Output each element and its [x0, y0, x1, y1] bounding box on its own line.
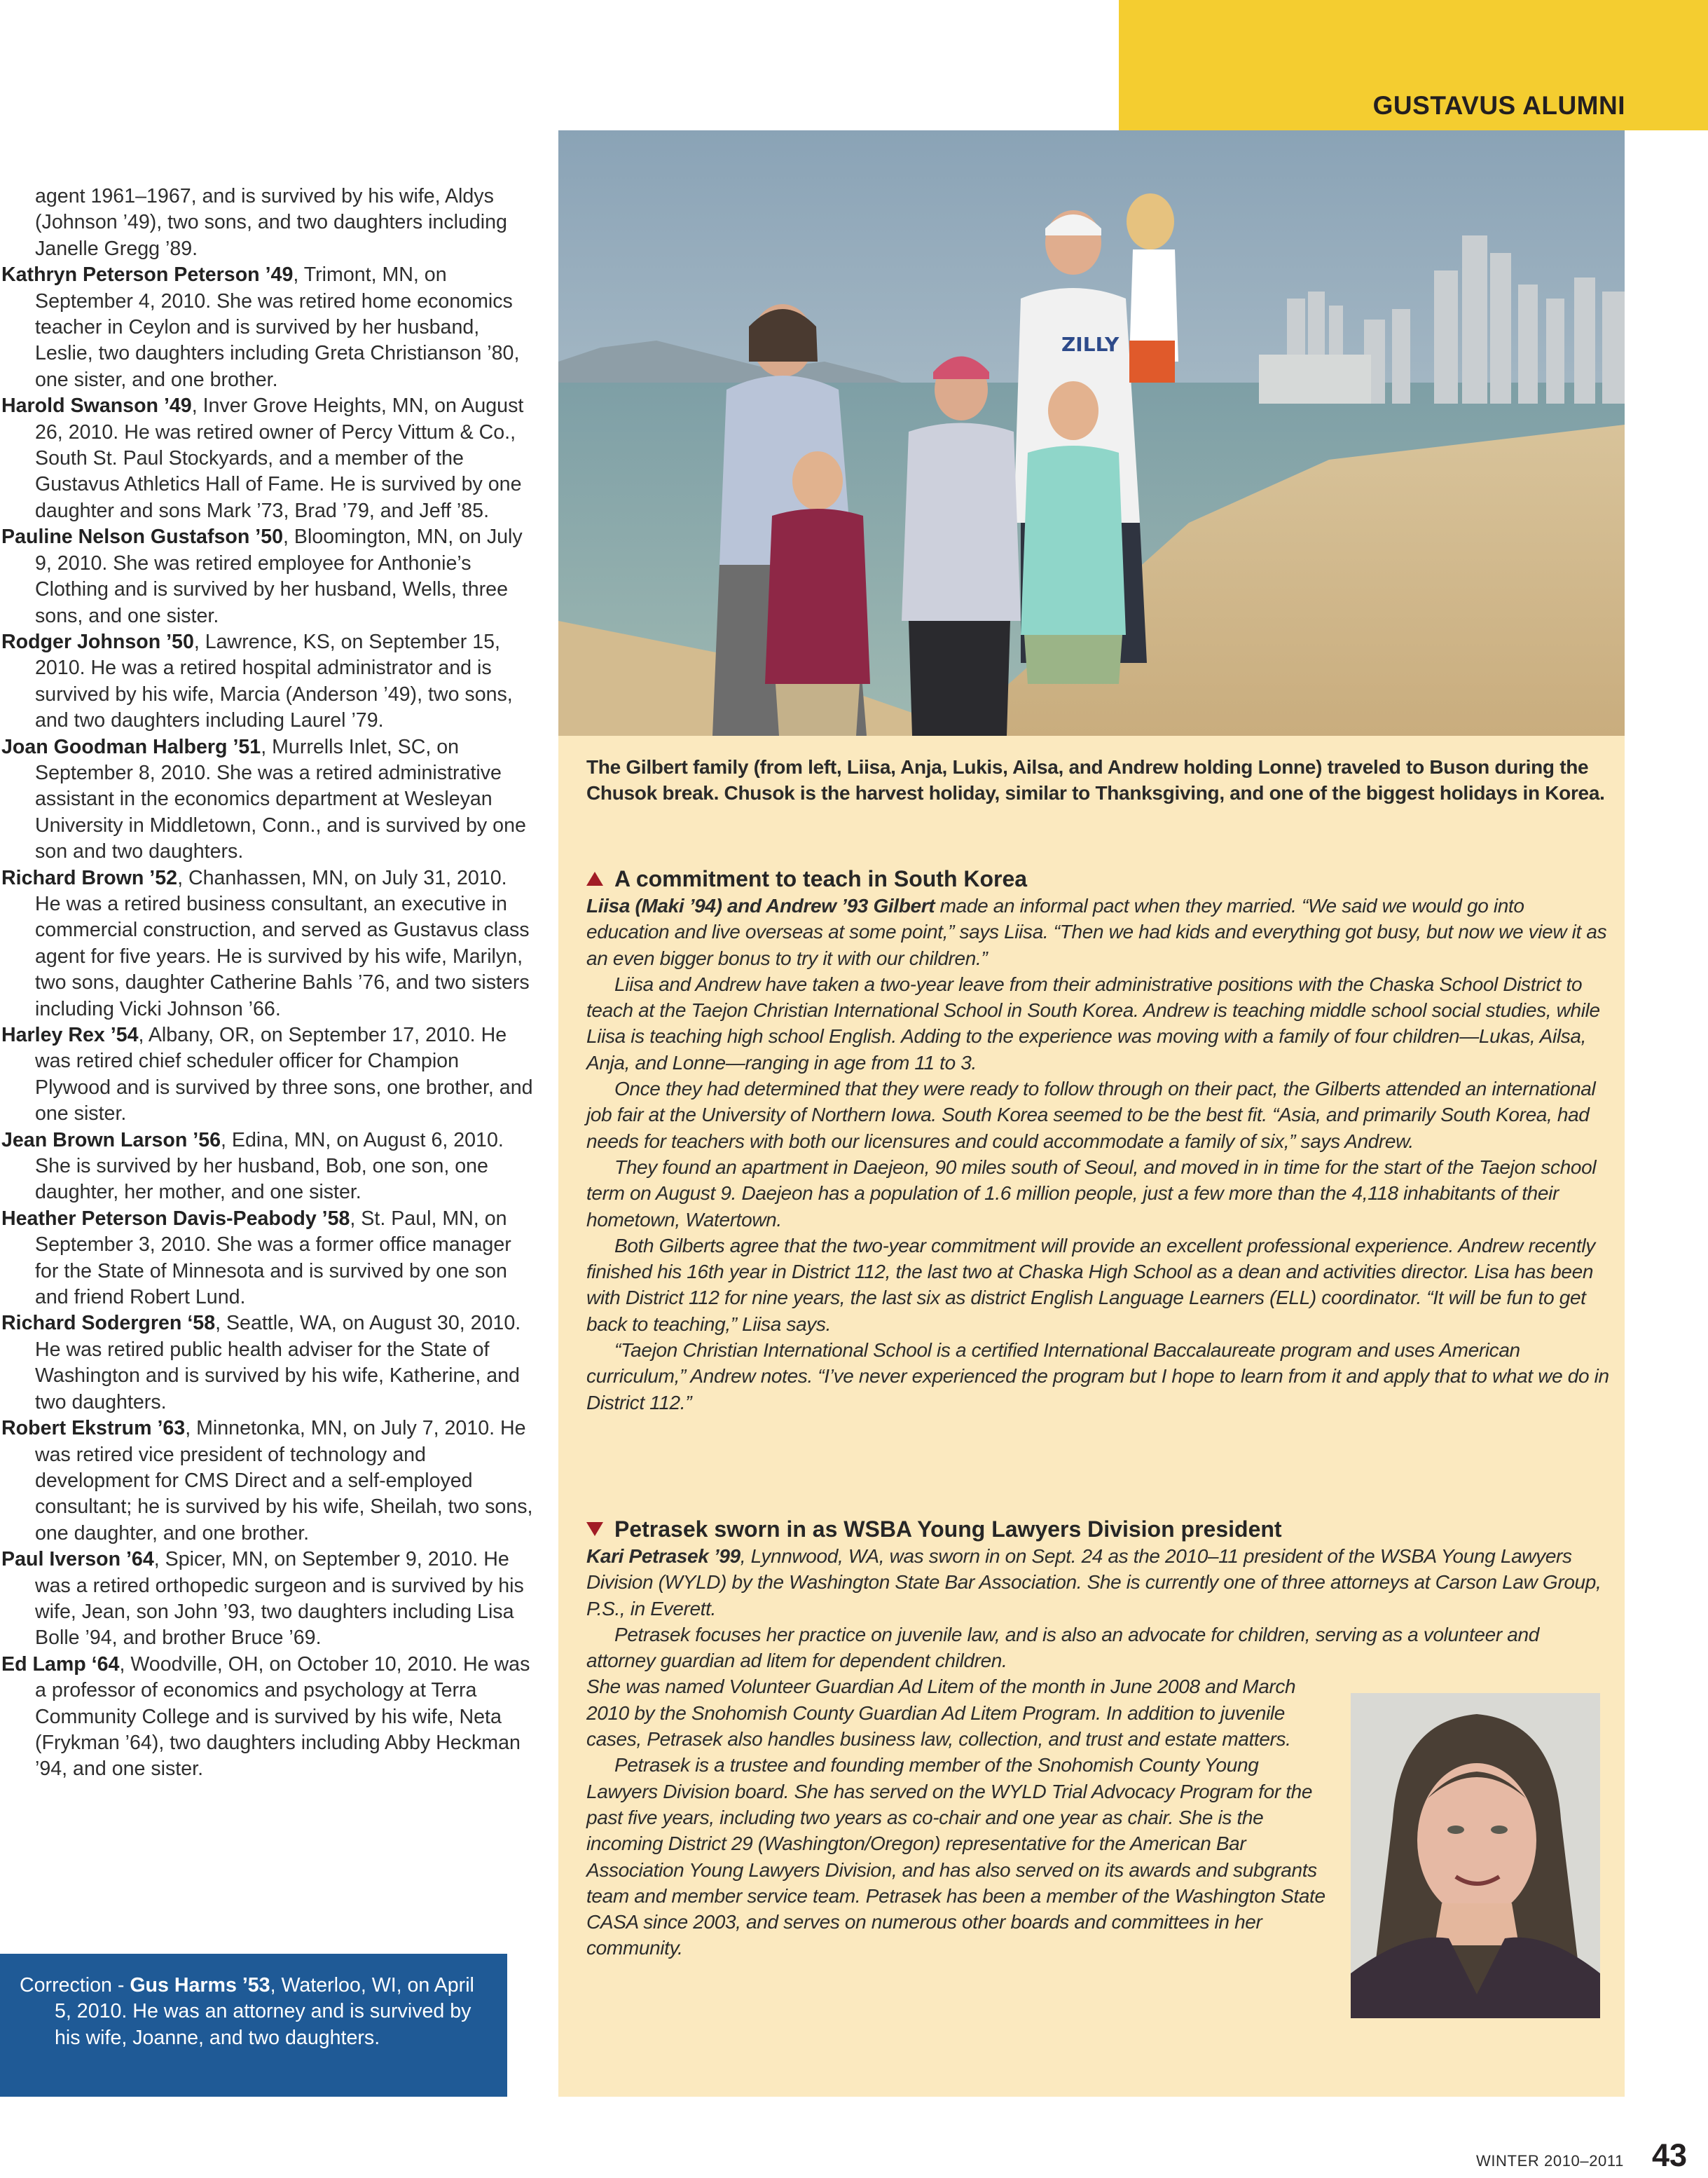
correction-entry	[20, 1973, 493, 2051]
beach-photo-illustration	[558, 130, 1625, 736]
obituary-name: Kathryn Peterson Peterson ’49	[1, 263, 294, 287]
lead-names: Kari Petrasek ’99	[586, 1545, 741, 1567]
page-number: 43	[1651, 2137, 1687, 2173]
story-headline	[586, 865, 1609, 893]
story-paragraph	[586, 1543, 1609, 1622]
obituary-name: Pauline Nelson Gustafson ’50	[1, 526, 284, 549]
obituary-entry	[1, 865, 534, 1022]
obituary-text: , Minnetonka, MN, on July 7, 2010. He was retired vice president of technology and development for CMS Direct and a self-employed consultant; he is survived by his wife, Sheilah, two sons, one daughter, and one brother.	[35, 1417, 533, 1545]
obituary-name: Heather Peterson Davis-Peabody ’58	[1, 1207, 350, 1230]
obituary-name: Joan Goodman Halberg ’51	[1, 735, 261, 758]
headline-text: A commitment to teach in South Korea	[614, 866, 1028, 891]
photo-caption: The Gilbert family (from left, Liisa, Anja, Lukis, Ailsa, and Andrew holding Lonne) traveled to Buson during the Chusok break. Chusok is the harvest holiday, similar to Thanksgiving, and one of the biggest holidays in Korea.	[586, 756, 1605, 804]
story-paragraph: Both Gilberts agree that the two-year commitment will provide an excellent professional experience. Andrew recently finished his 16th year in District 112, the last two at Chaska High School as a dean and activities director. Lisa has been with District 112 for nine years, the last six as district English Language Learners (ELL) coordinator. “It will be fun to get back to teaching,” Liisa says.	[586, 1234, 1595, 1335]
story-teach-south-korea	[586, 865, 1609, 1416]
obituary-entry	[1, 1547, 534, 1652]
obituary-text: , Seattle, WA, on August 30, 2010. He was retired public health adviser for the State of Washington and is survived by his wife, Katherine, and two daughters.	[35, 1312, 521, 1413]
obituary-entry	[1, 1022, 534, 1128]
lead-text: made an informal pact when they married. “We said we would go into education and live overseas at some point,” says Liisa. “Then we had kids and everything got busy, but now we view it as an even bigger bonus to try it with our children.”	[586, 895, 1607, 969]
obituary-name: Jean Brown Larson ’56	[1, 1128, 221, 1151]
obituary-text: , Inver Grove Heights, MN, on August 26, 2010. He was retired owner of Percy Vittum & Co., South St. Paul Stockyards, and a member of the Gustavus Athletics Hall of Fame. He is survived by one daughter and sons Mark ’73, Brad ’79, and Jeff ’85.	[35, 395, 524, 522]
obituary-text: , St. Paul, MN, on September 3, 2010. She was a former office manager for the State of Minnesota and is survived by one son and friend Robert Lund.	[35, 1207, 511, 1309]
lead-names: Liisa (Maki ’94) and Andrew ’93 Gilbert	[586, 895, 935, 917]
obituary-text: , Spicer, MN, on September 9, 2010. He was a retired orthopedic surgeon and is survived by his wife, Jean, son John ’93, two daughters including Lisa Bolle ’94, and brother Bruce ’69.	[35, 1548, 524, 1650]
obituary-name: Harley Rex ’54	[1, 1024, 139, 1046]
obituary-text: agent 1961–1967, and is survived by his wife, Aldys (Johnson ’49), two sons, and two daughters including Janelle Gregg ’89.	[35, 185, 507, 260]
story-body	[586, 893, 1609, 1416]
obituary-text: , Chanhassen, MN, on July 31, 2010. He was a retired business consultant, an executive in commercial construction, and served as Gustavus class agent for five years. He is survived by his wife, Marilyn, two sons, daughter Catherine Bahls ’76, and two sisters including Vicki Johnson ’66.	[35, 866, 530, 1020]
section-header-band	[1119, 0, 1708, 130]
obituary-column	[1, 184, 534, 1783]
obituary-entry	[1, 1206, 534, 1311]
obituary-name: Robert Ekstrum ’63	[1, 1417, 186, 1440]
story-paragraph: Petrasek focuses her practice on juvenile law, and is also an advocate for children, serving as a volunteer and attorney guardian ad litem for dependent children.	[586, 1623, 1539, 1672]
obituary-name: Richard Sodergren ‘58	[1, 1312, 216, 1335]
obituary-entry	[1, 393, 534, 524]
correction-text: , Waterloo, WI, on April 5, 2010. He was an attorney and is survived by his wife, Joanne, and two daughters.	[55, 1974, 474, 2049]
obituary-name: Richard Brown ’52	[1, 866, 178, 889]
obituary-name: Paul Iverson ’64	[1, 1548, 154, 1571]
obituary-text: , Lawrence, KS, on September 15, 2010. He was a retired hospital administrator and is survived by his wife, Marcia (Anderson ’49), two sons, and two daughters including Laurel ’79.	[35, 630, 513, 732]
story-paragraph	[586, 893, 1609, 971]
story-wrap-column	[586, 1673, 1329, 1961]
shirt-text: ZILLY	[1061, 333, 1120, 356]
obituary-entry	[1, 1128, 534, 1206]
petrasek-portrait-photo	[1351, 1693, 1600, 2018]
obituary-entry	[1, 734, 534, 865]
correction-prefix: Correction -	[20, 1974, 130, 1997]
obituary-text: , Woodville, OH, on October 10, 2010. He was a professor of economics and psychology at Terra Community College and is survived by his wife, Neta (Frykman ’64), two daughters including Abby Heckman ’94, and one sister.	[35, 1652, 530, 1781]
obituary-entry	[1, 262, 534, 393]
triangle-down-icon	[586, 1522, 603, 1536]
obituary-text: , Murrells Inlet, SC, on September 8, 2010. She was a retired administrative assistant in the economics department at Wesleyan University in Middletown, Conn., and is survived by one son and two daughters.	[35, 735, 526, 863]
family-beach-photo	[558, 130, 1625, 736]
obituary-name: Harold Swanson ’49	[1, 395, 192, 418]
issue-label: WINTER 2010–2011	[1475, 2152, 1624, 2170]
obituary-name: Rodger Johnson ’50	[1, 630, 194, 653]
obituary-text: , Trimont, MN, on September 4, 2010. She was retired home economics teacher in Ceylon and is survived by her husband, Leslie, two daughters including Greta Christianson ’80, one sister, and one brother.	[35, 263, 520, 391]
obituary-entry	[1, 1310, 534, 1416]
obituary-entry	[1, 184, 534, 262]
obituary-text: , Albany, OR, on September 17, 2010. He was retired chief scheduler officer for Champion Plywood and is survived by three sons, one brother, and one sister.	[35, 1024, 533, 1125]
obituary-text: , Edina, MN, on August 6, 2010. She is survived by her husband, Bob, one son, one daughter, her mother, and one sister.	[35, 1128, 504, 1204]
headline-text: Petrasek sworn in as WSBA Young Lawyers Division president	[614, 1516, 1282, 1542]
portrait-illustration	[1351, 1693, 1600, 2018]
section-title: GUSTAVUS ALUMNI	[1372, 91, 1625, 120]
obituary-entry	[1, 524, 534, 629]
story-paragraph: “Taejon Christian International School is a certified International Baccalaureate program and uses American curriculum,” Andrew notes. “I’ve never experienced the program but I hope to learn from it and apply that to what we do in District 112.”	[586, 1339, 1609, 1413]
obituary-name: Ed Lamp ‘64	[1, 1652, 120, 1676]
story-paragraph: Once they had determined that they were ready to follow through on their pact, the Gilberts attended an international job fair at the University of Northern Iowa. South Korea seemed to be the best fit. “Asia, and primarily South Korea, had needs for teachers with both our licensures and could accommodate a family of six,” says Andrew.	[586, 1078, 1596, 1152]
story-headline	[586, 1515, 1609, 1543]
obituary-entry	[1, 1652, 534, 1783]
correction-box	[0, 1954, 507, 2097]
story-paragraph: Liisa and Andrew have taken a two-year leave from their administrative positions with the Chaska School District to teach at the Taejon Christian International School in South Korea. Andrew is teaching middle school social studies, while Liisa is teaching high school English. Adding to the experience was moving with a family of four children—Lukas, Ailsa, Anja, and Lonne—ranging in age from 11 to 3.	[586, 973, 1600, 1074]
obituary-text: , Bloomington, MN, on July 9, 2010. She was retired employee for Anthonie’s Clothing and is survived by her husband, Wells, three sons, and one sister.	[35, 526, 523, 627]
obituary-entry	[1, 629, 534, 734]
story-paragraph: They found an apartment in Daejeon, 90 miles south of Seoul, and moved in in time for the start of the Taejon school term on August 9. Daejeon has a population of 1.6 million people, just a few more than the 4,118 inhabitants of their hometown, Watertown.	[586, 1156, 1597, 1231]
story-paragraph: She was named Volunteer Guardian Ad Litem of the month in June 2008 and March 2010 by the Snohomish County Guardian Ad Litem Program. In addition to juvenile cases, Petrasek also handles business law, collection, and trust and estate matters.	[586, 1676, 1296, 1751]
alumni-news-panel	[558, 736, 1625, 2097]
obituary-entry	[1, 1416, 534, 1547]
lead-text: , Lynnwood, WA, was sworn in on Sept. 24 as the 2010–11 president of the WSBA Young Lawyers Division (WYLD) by the Washington State Bar Association. She is currently one of three attorneys at Carson Law Group, P.S., in Everett.	[586, 1545, 1602, 1619]
story-paragraph: Petrasek is a trustee and founding member of the Snohomish County Young Lawyers Division board. She has served on the WYLD Trial Advocacy Program for the past five years, including two years as co-chair and one year as chair. She is the incoming District 29 (Washington/Oregon) representative for the American Bar Association Young Lawyers Division, and has also served on its awards and subgrants team and member service team. Petrasek has been a member of the Washington State CASA since 2003, and serves on numerous other boards and committees in her community.	[586, 1754, 1325, 1959]
correction-name: Gus Harms ’53	[130, 1974, 270, 1997]
triangle-up-icon	[586, 872, 603, 886]
page-footer	[1476, 2137, 1687, 2174]
